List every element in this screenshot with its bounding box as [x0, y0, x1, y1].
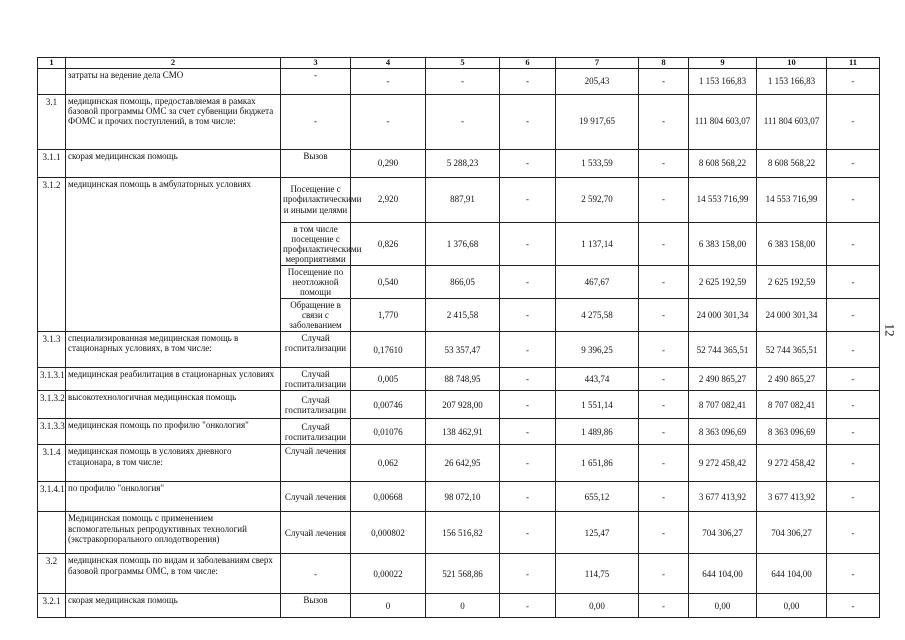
cell-code: 3.1.2	[38, 177, 66, 332]
cell-code: 3.1.3	[38, 332, 66, 368]
cell-col8: -	[639, 512, 689, 554]
cell-col11: -	[827, 482, 880, 512]
cell-code: 3.1.3.2	[38, 391, 66, 419]
table-row	[38, 594, 880, 618]
cell-col11: -	[827, 512, 880, 554]
header-col-9: 9	[689, 58, 757, 69]
cell-col11: -	[827, 68, 880, 94]
cell-col7: 1 651,86	[556, 445, 639, 482]
cell-col9: 704 306,27	[689, 512, 757, 554]
cell-code: 3.1.3.1	[38, 368, 66, 391]
cell-col11: -	[827, 222, 880, 265]
cell-col8: -	[639, 94, 689, 149]
cell-col11: -	[827, 177, 880, 222]
cell-unit: в том числе посещение с профилактическими мероприятиями	[281, 222, 351, 265]
cell-unit: Вызов	[281, 149, 351, 177]
cell-col5: 207 928,00	[426, 391, 500, 419]
header-col-6: 6	[500, 58, 556, 69]
cell-col5: -	[426, 68, 500, 94]
cell-name: высокотехнологичная медицинская помощь	[66, 391, 281, 419]
cell-col8: -	[639, 265, 689, 298]
cell-col7: 1 533,59	[556, 149, 639, 177]
cell-name: специализированная медицинская помощь в стационарных условиях, в том числе:	[66, 332, 281, 368]
cell-col8: -	[639, 445, 689, 482]
cell-unit: Случай госпитализации	[281, 391, 351, 419]
cell-col5: 521 568,86	[426, 554, 500, 594]
cell-col9: 2 490 865,27	[689, 368, 757, 391]
table-header	[38, 58, 880, 69]
cell-col7: 0,00	[556, 594, 639, 618]
cell-col7: 1 551,14	[556, 391, 639, 419]
cell-col9: 1 153 166,83	[689, 68, 757, 94]
cell-col5: 53 357,47	[426, 332, 500, 368]
cell-col8: -	[639, 368, 689, 391]
table-row	[38, 482, 880, 512]
cell-unit: -	[281, 68, 351, 94]
cell-col10: 0,00	[757, 594, 827, 618]
cell-col9: 6 383 158,00	[689, 222, 757, 265]
cell-col5: 2 415,58	[426, 299, 500, 332]
cell-name: по профилю "онкология"	[66, 482, 281, 512]
cell-name: медицинская помощь в амбулаторных условиях	[66, 177, 281, 332]
cell-col7: 655,12	[556, 482, 639, 512]
cell-unit: -	[281, 554, 351, 594]
cell-col7: 205,43	[556, 68, 639, 94]
cell-col7: 114,75	[556, 554, 639, 594]
cell-col7: 19 917,65	[556, 94, 639, 149]
cell-col10: 2 625 192,59	[757, 265, 827, 298]
table-row	[38, 332, 880, 368]
cell-col9: 644 104,00	[689, 554, 757, 594]
cell-col5: 98 072,10	[426, 482, 500, 512]
cell-col4: 0,01076	[351, 419, 426, 445]
cell-col10: 6 383 158,00	[757, 222, 827, 265]
cell-col4: 2,920	[351, 177, 426, 222]
cell-name: скорая медицинская помощь	[66, 594, 281, 618]
table-row	[38, 94, 880, 149]
cell-col5: 26 642,95	[426, 445, 500, 482]
cell-unit: Случай госпитализации	[281, 368, 351, 391]
cell-col9: 14 553 716,99	[689, 177, 757, 222]
cell-col9: 52 744 365,51	[689, 332, 757, 368]
cell-col4: 0	[351, 594, 426, 618]
cell-code: 3.1.4	[38, 445, 66, 482]
cell-col7: 9 396,25	[556, 332, 639, 368]
table-row	[38, 512, 880, 554]
cell-col6: -	[500, 445, 556, 482]
cell-col10: 9 272 458,42	[757, 445, 827, 482]
cell-col4: 0,062	[351, 445, 426, 482]
cell-col6: -	[500, 594, 556, 618]
cell-unit: Случай госпитализации	[281, 332, 351, 368]
header-col-4: 4	[351, 58, 426, 69]
cell-col10: 111 804 603,07	[757, 94, 827, 149]
cell-col6: -	[500, 177, 556, 222]
cell-code: 3.1.1	[38, 149, 66, 177]
cell-col7: 1 489,86	[556, 419, 639, 445]
cell-col9: 111 804 603,07	[689, 94, 757, 149]
cell-col8: -	[639, 594, 689, 618]
cell-col9: 8 707 082,41	[689, 391, 757, 419]
cell-col8: -	[639, 391, 689, 419]
cell-unit: Посещение по неотложной помощи	[281, 265, 351, 298]
cell-col4: -	[351, 94, 426, 149]
cell-col8: -	[639, 482, 689, 512]
cell-unit: Посещение с профилактическими и иными целями	[281, 177, 351, 222]
cell-col10: 24 000 301,34	[757, 299, 827, 332]
cell-col4: -	[351, 68, 426, 94]
cell-code: 3.1	[38, 94, 66, 149]
cell-unit: Обращение в связи с заболеванием	[281, 299, 351, 332]
cell-col11: -	[827, 445, 880, 482]
cell-unit: Случай лечения	[281, 512, 351, 554]
cell-col4: 0,00022	[351, 554, 426, 594]
header-col-7: 7	[556, 58, 639, 69]
cell-col4: 0,005	[351, 368, 426, 391]
cell-code: 3.2.1	[38, 594, 66, 618]
header-col-5: 5	[426, 58, 500, 69]
cell-col11: -	[827, 368, 880, 391]
table-row	[38, 149, 880, 177]
cell-col8: -	[639, 332, 689, 368]
cell-code	[38, 68, 66, 94]
cell-col9: 24 000 301,34	[689, 299, 757, 332]
cell-col7: 4 275,58	[556, 299, 639, 332]
cell-col6: -	[500, 94, 556, 149]
cell-col9: 3 677 413,92	[689, 482, 757, 512]
cell-col11: -	[827, 391, 880, 419]
cell-col7: 443,74	[556, 368, 639, 391]
cell-unit: Случай госпитализации	[281, 419, 351, 445]
cell-name: Медицинская помощь с применением вспомогательных репродуктивных технологий (экстракорпорального оплодотворения)	[66, 512, 281, 554]
cell-col5: -	[426, 94, 500, 149]
header-col-1: 1	[38, 58, 66, 69]
cell-name: медицинская помощь по профилю "онкология"	[66, 419, 281, 445]
cell-col5: 156 516,82	[426, 512, 500, 554]
cell-code	[38, 512, 66, 554]
cell-name: затраты на ведение дела СМО	[66, 68, 281, 94]
cell-col5: 1 376,68	[426, 222, 500, 265]
cell-col6: -	[500, 265, 556, 298]
table-row	[38, 554, 880, 594]
cell-col10: 52 744 365,51	[757, 332, 827, 368]
cell-unit: Вызов	[281, 594, 351, 618]
cell-name: медицинская помощь в условиях дневного стационара, в том числе:	[66, 445, 281, 482]
cell-col11: -	[827, 419, 880, 445]
cell-col6: -	[500, 554, 556, 594]
cell-col11: -	[827, 594, 880, 618]
table-row	[38, 68, 880, 94]
cell-unit: Случай лечения	[281, 445, 351, 482]
cell-col5: 866,05	[426, 265, 500, 298]
cell-col8: -	[639, 149, 689, 177]
cell-col9: 0,00	[689, 594, 757, 618]
cell-col8: -	[639, 68, 689, 94]
data-table	[37, 57, 880, 618]
cell-col4: 0,00668	[351, 482, 426, 512]
cell-col10: 8 707 082,41	[757, 391, 827, 419]
cell-col8: -	[639, 419, 689, 445]
header-col-2: 2	[66, 58, 281, 69]
cell-name: медицинская помощь, предоставляемая в рамках базовой программы ОМС за счет субвенции бюджета ФОМС и прочих поступлений, в том числе:	[66, 94, 281, 149]
cell-col5: 5 288,23	[426, 149, 500, 177]
cell-col4: 0,000802	[351, 512, 426, 554]
cell-unit: Случай лечения	[281, 482, 351, 512]
cell-col8: -	[639, 299, 689, 332]
cell-name: медицинская реабилитация в стационарных условиях	[66, 368, 281, 391]
cell-col8: -	[639, 177, 689, 222]
cell-col8: -	[639, 222, 689, 265]
cell-col10: 704 306,27	[757, 512, 827, 554]
cell-col4: 0,826	[351, 222, 426, 265]
cell-col6: -	[500, 368, 556, 391]
table-row	[38, 419, 880, 445]
cell-col4: 0,290	[351, 149, 426, 177]
cell-col9: 8 608 568,22	[689, 149, 757, 177]
cell-col6: -	[500, 482, 556, 512]
table-row	[38, 177, 880, 222]
cell-col10: 8 608 568,22	[757, 149, 827, 177]
cell-col10: 1 153 166,83	[757, 68, 827, 94]
cell-col5: 887,91	[426, 177, 500, 222]
cell-col10: 14 553 716,99	[757, 177, 827, 222]
cell-col8: -	[639, 554, 689, 594]
cell-col9: 9 272 458,42	[689, 445, 757, 482]
cell-unit: -	[281, 94, 351, 149]
cell-col6: -	[500, 222, 556, 265]
header-row	[38, 58, 880, 69]
cell-col6: -	[500, 512, 556, 554]
cell-col4: 1,770	[351, 299, 426, 332]
cell-col10: 644 104,00	[757, 554, 827, 594]
cell-col11: -	[827, 554, 880, 594]
cell-col5: 138 462,91	[426, 419, 500, 445]
cell-code: 3.2	[38, 554, 66, 594]
cell-col10: 8 363 096,69	[757, 419, 827, 445]
table-row	[38, 368, 880, 391]
cell-col4: 0,17610	[351, 332, 426, 368]
header-col-11: 11	[827, 58, 880, 69]
cell-col7: 1 137,14	[556, 222, 639, 265]
cell-col9: 2 625 192,59	[689, 265, 757, 298]
cell-col11: -	[827, 332, 880, 368]
cell-name: скорая медицинская помощь	[66, 149, 281, 177]
cell-col6: -	[500, 149, 556, 177]
page-number: 12	[882, 323, 898, 337]
header-col-8: 8	[639, 58, 689, 69]
cell-col7: 125,47	[556, 512, 639, 554]
cell-col11: -	[827, 94, 880, 149]
header-col-10: 10	[757, 58, 827, 69]
cell-code: 3.1.4.1	[38, 482, 66, 512]
cell-col7: 2 592,70	[556, 177, 639, 222]
cell-col5: 0	[426, 594, 500, 618]
cell-col4: 0,540	[351, 265, 426, 298]
cell-col6: -	[500, 391, 556, 419]
cell-col10: 2 490 865,27	[757, 368, 827, 391]
cell-col11: -	[827, 265, 880, 298]
cell-col6: -	[500, 68, 556, 94]
table-row	[38, 445, 880, 482]
cell-col6: -	[500, 419, 556, 445]
cell-col4: 0,00746	[351, 391, 426, 419]
cell-col9: 8 363 096,69	[689, 419, 757, 445]
cell-col6: -	[500, 299, 556, 332]
cell-col11: -	[827, 299, 880, 332]
cell-col6: -	[500, 332, 556, 368]
cell-col7: 467,67	[556, 265, 639, 298]
cell-code: 3.1.3.3	[38, 419, 66, 445]
cell-col11: -	[827, 149, 880, 177]
cell-col5: 88 748,95	[426, 368, 500, 391]
header-col-3: 3	[281, 58, 351, 69]
cell-col10: 3 677 413,92	[757, 482, 827, 512]
cell-name: медицинская помощь по видам и заболеваниям сверх базовой программы ОМС, в том числе:	[66, 554, 281, 594]
table-row	[38, 391, 880, 419]
